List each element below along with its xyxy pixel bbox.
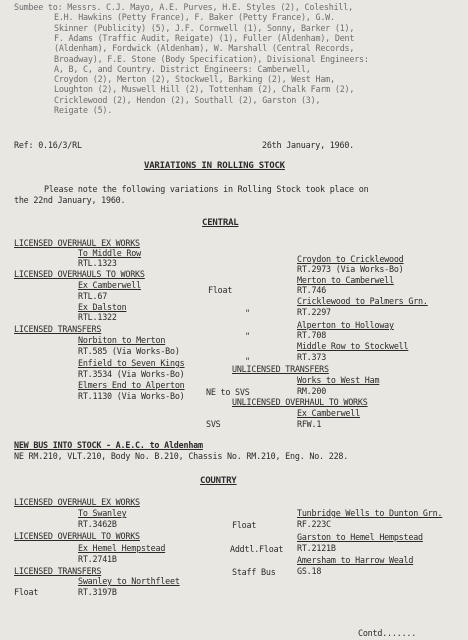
central-left-entry: RTL.67 <box>78 291 108 301</box>
country-mid-entry: Staff Bus <box>232 567 276 577</box>
distribution-line: Skinner (Publicity) (5), J.F. Cornwell (1), Sonny, Barker (1), <box>54 22 355 33</box>
intro-line-1: Please note the following variations in Rolling Stock took place on <box>44 184 369 194</box>
central-right-heading: UNLICENSED TRANSFERS <box>232 364 329 374</box>
country-left-entry: RT.3197B <box>78 587 117 597</box>
country-left-heading: LICENSED TRANSFERS <box>14 566 102 576</box>
country-left-heading: To Swanley <box>78 508 127 518</box>
central-right-entry: RT.746 <box>297 285 327 295</box>
distribution-line: Reigate (5). <box>54 105 113 115</box>
central-right-entry: RT.708 <box>297 330 327 340</box>
intro-line-2: the 22nd January, 1960. <box>14 195 126 205</box>
country-left-heading: Ex Hemel Hempstead <box>78 543 166 553</box>
central-left-entry: RT.585 (Via Works-Bo) <box>78 346 180 356</box>
distribution-line: Loughton (2), Muswell Hill (2), Tottenham (2), Chalk Farm (2), <box>54 84 355 95</box>
central-right-heading: Merton to Camberwell <box>297 275 394 285</box>
central-right-entry: RT.2297 <box>297 307 331 317</box>
central-right-heading: Middle Row to Stockwell <box>297 341 409 351</box>
central-mid-entry: " <box>245 308 250 318</box>
central-left-heading: LICENSED OVERHAULS TO WORKS <box>14 269 145 279</box>
country-right-heading: Tunbridge Wells to Dunton Grn. <box>297 508 443 518</box>
central-left-heading: Ex Dalston <box>78 302 127 312</box>
country-right-heading: Amersham to Harrow Weald <box>297 555 414 565</box>
country-left-entry: RT.2741B <box>78 554 117 564</box>
country-left-heading: LICENSED OVERHAUL TO WORKS <box>14 531 140 541</box>
central-right-heading: Ex Camberwell <box>297 408 360 418</box>
central-mid-entry: Float <box>208 285 233 295</box>
central-left-heading: Elmers End to Alperton <box>78 380 185 390</box>
country-left-entry: RT.3462B <box>78 519 117 529</box>
distribution-line: Cricklewood (2), Hendon (2), Southall (2), Garston (3), <box>54 94 321 105</box>
central-right-heading: UNLICENSED OVERHAUL TO WORKS <box>232 397 368 407</box>
continued-marker: Contd....... <box>358 628 417 638</box>
country-float-label: Float <box>14 587 39 597</box>
central-mid-entry: SVS <box>206 419 221 429</box>
central-right-entry: RT.2973 (Via Works-Bo) <box>297 264 404 274</box>
central-mid-entry: " <box>245 331 250 341</box>
central-left-heading: Ex Camberwell <box>78 280 141 290</box>
country-mid-entry: Addtl.Float <box>230 544 284 554</box>
new-bus-title: NEW BUS INTO STOCK - A.E.C. to Aldenham <box>14 440 203 450</box>
country-left-heading: Swanley to Northfleet <box>78 576 180 586</box>
central-right-entry: RFW.1 <box>297 419 322 429</box>
new-bus-details: NE RM.210, VLT.210, Body No. B.210, Chassis No. RM.210, Eng. No. 228. <box>14 451 349 461</box>
distribution-line: Sumbee to: Messrs. C.J. Mayo, A.E. Purves, H.E. Styles (2), Coleshill, <box>14 2 353 12</box>
country-right-heading: Garston to Hemel Hempstead <box>297 532 423 542</box>
central-left-heading: LICENSED OVERHAUL EX WORKS <box>14 238 140 248</box>
central-heading: CENTRAL <box>202 218 239 228</box>
distribution-line: A, B, C, and Country. District Engineers: Camberwell, <box>54 63 311 74</box>
distribution-line: Croydon (2), Merton (2), Stockwell, Barking (2), West Ham, <box>54 74 335 85</box>
document-date: 26th January, 1960. <box>262 140 355 150</box>
country-left-heading: LICENSED OVERHAUL EX WORKS <box>14 497 140 507</box>
central-right-heading: Cricklewood to Palmers Grn. <box>297 296 428 306</box>
distribution-line: F. Adams (Traffic Audit, Reigate) (1), Fuller (Aldenham), Dent <box>54 32 355 43</box>
central-right-heading: Alperton to Holloway <box>297 320 394 330</box>
central-left-entry: RTL.1322 <box>78 312 117 322</box>
central-left-heading: To Middle Row <box>78 248 141 258</box>
central-left-heading: Norbiton to Merton <box>78 335 166 345</box>
document-title: VARIATIONS IN ROLLING STOCK <box>144 161 285 171</box>
central-mid-entry: NE to SVS <box>206 387 250 397</box>
distribution-line: Broadway), F.E. Stone (Body Specification), Divisional Engineers: <box>54 53 369 64</box>
central-left-entry: RT.3534 (Via Works-Bo) <box>78 369 185 379</box>
central-left-entry: RTL.1323 <box>78 258 117 268</box>
reference: Ref: 0.16/3/RL <box>14 140 82 150</box>
central-right-entry: RT.373 <box>297 352 327 362</box>
country-right-entry: RF.223C <box>297 519 331 529</box>
central-right-heading: Croydon to Cricklewood <box>297 254 404 264</box>
central-right-heading: Works to West Ham <box>297 375 380 385</box>
country-right-entry: GS.18 <box>297 566 322 576</box>
central-right-entry: RM.200 <box>297 386 327 396</box>
distribution-line: (Aldenham), Fordwick (Aldenham), W. Marshall (Central Records, <box>54 43 355 54</box>
central-left-heading: Enfield to Seven Kings <box>78 358 185 368</box>
country-right-entry: RT.2121B <box>297 543 336 553</box>
country-heading: COUNTRY <box>200 476 237 486</box>
country-mid-entry: Float <box>232 520 257 530</box>
central-mid-entry: " <box>245 356 250 366</box>
distribution-line: E.H. Hawkins (Petty France), F. Baker (Petty France), G.W. <box>54 12 335 23</box>
central-left-entry: RT.1130 (Via Works-Bo) <box>78 391 185 401</box>
central-left-heading: LICENSED TRANSFERS <box>14 324 102 334</box>
